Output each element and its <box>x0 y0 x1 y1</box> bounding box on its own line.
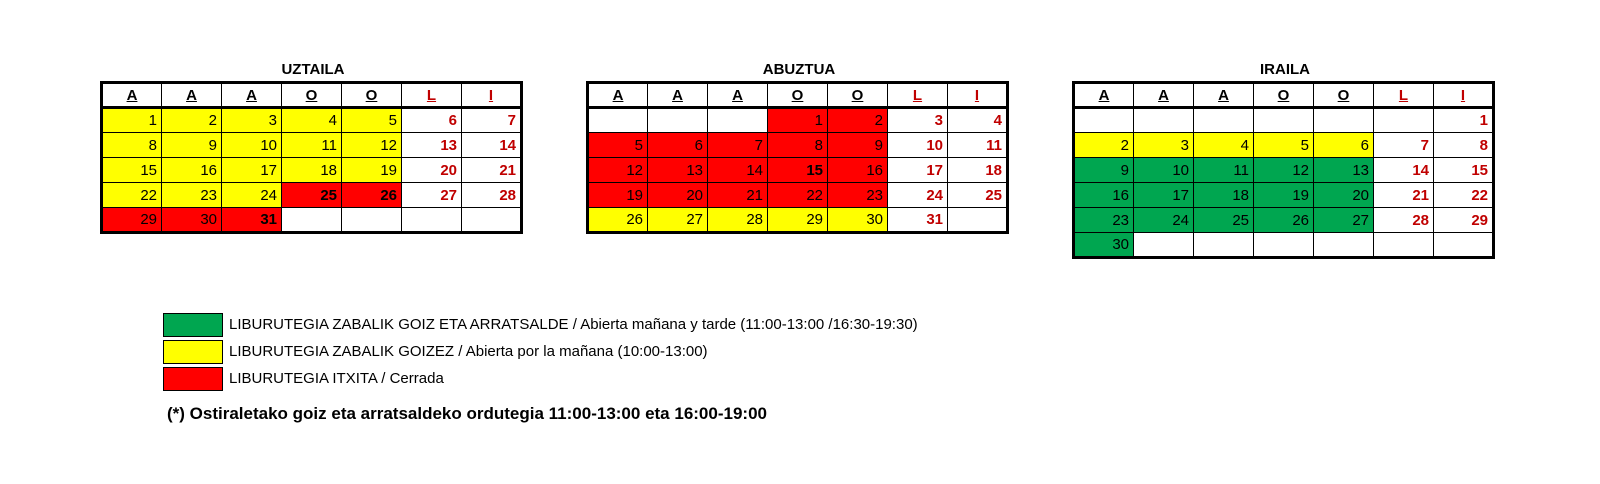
day-cell: 8 <box>102 133 162 158</box>
day-cell: 13 <box>1314 158 1374 183</box>
weekday-header: O <box>1254 83 1314 108</box>
day-cell: 4 <box>1194 133 1254 158</box>
day-cell: 19 <box>588 183 648 208</box>
day-cell: 5 <box>1254 133 1314 158</box>
day-cell: 22 <box>102 183 162 208</box>
empty-day-cell <box>1194 233 1254 258</box>
day-cell: 26 <box>342 183 402 208</box>
day-cell: 9 <box>162 133 222 158</box>
day-cell: 11 <box>282 133 342 158</box>
empty-day-cell <box>588 108 648 133</box>
day-cell: 10 <box>1134 158 1194 183</box>
weekday-header: A <box>588 83 648 108</box>
weekday-header: A <box>162 83 222 108</box>
day-cell: 1 <box>102 108 162 133</box>
weekday-header-row <box>102 83 522 108</box>
day-cell: 2 <box>828 108 888 133</box>
weekday-header: I <box>462 83 522 108</box>
week-row <box>1074 183 1494 208</box>
day-cell: 2 <box>1074 133 1134 158</box>
empty-day-cell <box>708 108 768 133</box>
day-cell: 26 <box>588 208 648 233</box>
week-row <box>1074 158 1494 183</box>
day-cell: 27 <box>648 208 708 233</box>
day-cell: 7 <box>1374 133 1434 158</box>
day-cell: 12 <box>588 158 648 183</box>
legend-label: LIBURUTEGIA ITXITA / Cerrada <box>229 370 444 387</box>
weekday-header: O <box>828 83 888 108</box>
day-cell: 15 <box>768 158 828 183</box>
day-cell: 13 <box>402 133 462 158</box>
day-cell: 13 <box>648 158 708 183</box>
legend-swatch-yellow <box>163 340 223 364</box>
weekday-header: O <box>282 83 342 108</box>
day-cell: 11 <box>948 133 1008 158</box>
day-cell: 15 <box>102 158 162 183</box>
week-row <box>1074 108 1494 133</box>
day-cell: 10 <box>222 133 282 158</box>
legend-label: LIBURUTEGIA ZABALIK GOIZ ETA ARRATSALDE / Abierta mañana y tarde (11:00-13:00 /16:30-19:30) <box>229 316 918 333</box>
day-cell: 2 <box>162 108 222 133</box>
day-cell: 30 <box>828 208 888 233</box>
weekday-header: L <box>1374 83 1434 108</box>
day-cell: 24 <box>1134 208 1194 233</box>
empty-day-cell <box>402 208 462 233</box>
day-cell: 6 <box>402 108 462 133</box>
day-cell: 20 <box>648 183 708 208</box>
day-cell: 8 <box>768 133 828 158</box>
weekday-header: A <box>102 83 162 108</box>
day-cell: 7 <box>708 133 768 158</box>
day-cell: 17 <box>888 158 948 183</box>
day-cell: 3 <box>888 108 948 133</box>
day-cell: 6 <box>1314 133 1374 158</box>
weekday-header: A <box>1134 83 1194 108</box>
day-cell: 28 <box>708 208 768 233</box>
day-cell: 17 <box>1134 183 1194 208</box>
weekday-header: I <box>1434 83 1494 108</box>
day-cell: 23 <box>828 183 888 208</box>
day-cell: 25 <box>948 183 1008 208</box>
day-cell: 30 <box>162 208 222 233</box>
week-row <box>1074 233 1494 258</box>
day-cell: 3 <box>222 108 282 133</box>
month-title: IRAILA <box>1260 61 1310 78</box>
day-cell: 24 <box>222 183 282 208</box>
day-cell: 16 <box>828 158 888 183</box>
empty-day-cell <box>648 108 708 133</box>
day-cell: 18 <box>282 158 342 183</box>
calendar-table <box>1072 81 1495 259</box>
legend-label: LIBURUTEGIA ZABALIK GOIZEZ / Abierta por la mañana (10:00-13:00) <box>229 343 708 360</box>
day-cell: 12 <box>1254 158 1314 183</box>
day-cell: 7 <box>462 108 522 133</box>
week-row <box>1074 208 1494 233</box>
day-cell: 20 <box>1314 183 1374 208</box>
day-cell: 31 <box>888 208 948 233</box>
day-cell: 22 <box>768 183 828 208</box>
day-cell: 12 <box>342 133 402 158</box>
weekday-header: O <box>1314 83 1374 108</box>
day-cell: 1 <box>768 108 828 133</box>
day-cell: 19 <box>1254 183 1314 208</box>
month-title: UZTAILA <box>281 61 345 78</box>
day-cell: 19 <box>342 158 402 183</box>
empty-day-cell <box>1134 233 1194 258</box>
day-cell: 14 <box>462 133 522 158</box>
day-cell: 18 <box>948 158 1008 183</box>
day-cell: 20 <box>402 158 462 183</box>
empty-day-cell <box>1374 108 1434 133</box>
empty-day-cell <box>1134 108 1194 133</box>
empty-day-cell <box>1314 233 1374 258</box>
day-cell: 27 <box>402 183 462 208</box>
empty-day-cell <box>1254 108 1314 133</box>
day-cell: 29 <box>102 208 162 233</box>
week-row <box>588 108 1008 133</box>
day-cell: 25 <box>1194 208 1254 233</box>
weekday-header: A <box>708 83 768 108</box>
legend-swatch-red <box>163 367 223 391</box>
day-cell: 26 <box>1254 208 1314 233</box>
day-cell: 23 <box>1074 208 1134 233</box>
weekday-header: A <box>222 83 282 108</box>
weekday-header: A <box>1194 83 1254 108</box>
month-title: ABUZTUA <box>762 61 836 78</box>
week-row <box>102 108 522 133</box>
day-cell: 21 <box>462 158 522 183</box>
week-row <box>588 133 1008 158</box>
day-cell: 3 <box>1134 133 1194 158</box>
empty-day-cell <box>342 208 402 233</box>
day-cell: 25 <box>282 183 342 208</box>
empty-day-cell <box>1254 233 1314 258</box>
day-cell: 9 <box>828 133 888 158</box>
day-cell: 1 <box>1434 108 1494 133</box>
empty-day-cell <box>282 208 342 233</box>
empty-day-cell <box>948 208 1008 233</box>
day-cell: 17 <box>222 158 282 183</box>
empty-day-cell <box>1194 108 1254 133</box>
day-cell: 10 <box>888 133 948 158</box>
weekday-header-row <box>588 83 1008 108</box>
day-cell: 6 <box>648 133 708 158</box>
weekday-header: L <box>888 83 948 108</box>
day-cell: 29 <box>768 208 828 233</box>
day-cell: 16 <box>162 158 222 183</box>
weekday-header: O <box>342 83 402 108</box>
weekday-header: I <box>948 83 1008 108</box>
day-cell: 21 <box>708 183 768 208</box>
day-cell: 14 <box>1374 158 1434 183</box>
empty-day-cell <box>1434 233 1494 258</box>
weekday-header: A <box>648 83 708 108</box>
day-cell: 4 <box>282 108 342 133</box>
week-row <box>102 208 522 233</box>
day-cell: 14 <box>708 158 768 183</box>
day-cell: 21 <box>1374 183 1434 208</box>
day-cell: 24 <box>888 183 948 208</box>
weekday-header: A <box>1074 83 1134 108</box>
week-row <box>588 158 1008 183</box>
day-cell: 5 <box>342 108 402 133</box>
day-cell: 9 <box>1074 158 1134 183</box>
day-cell: 28 <box>462 183 522 208</box>
day-cell: 18 <box>1194 183 1254 208</box>
empty-day-cell <box>1314 108 1374 133</box>
weekday-header: O <box>768 83 828 108</box>
day-cell: 8 <box>1434 133 1494 158</box>
day-cell: 31 <box>222 208 282 233</box>
weekday-header: L <box>402 83 462 108</box>
day-cell: 29 <box>1434 208 1494 233</box>
day-cell: 23 <box>162 183 222 208</box>
calendar-table <box>586 81 1009 234</box>
friday-schedule-note: (*) Ostiraletako goiz eta arratsaldeko ordutegia 11:00-13:00 eta 16:00-19:00 <box>167 404 767 423</box>
empty-day-cell <box>1074 108 1134 133</box>
week-row <box>102 183 522 208</box>
day-cell: 4 <box>948 108 1008 133</box>
day-cell: 30 <box>1074 233 1134 258</box>
empty-day-cell <box>462 208 522 233</box>
week-row <box>588 183 1008 208</box>
day-cell: 28 <box>1374 208 1434 233</box>
week-row <box>102 133 522 158</box>
week-row <box>588 208 1008 233</box>
day-cell: 27 <box>1314 208 1374 233</box>
week-row <box>102 158 522 183</box>
day-cell: 11 <box>1194 158 1254 183</box>
day-cell: 15 <box>1434 158 1494 183</box>
day-cell: 16 <box>1074 183 1134 208</box>
day-cell: 22 <box>1434 183 1494 208</box>
legend-swatch-green <box>163 313 223 337</box>
week-row <box>1074 133 1494 158</box>
empty-day-cell <box>1374 233 1434 258</box>
day-cell: 5 <box>588 133 648 158</box>
calendar-table <box>100 81 523 234</box>
weekday-header-row <box>1074 83 1494 108</box>
